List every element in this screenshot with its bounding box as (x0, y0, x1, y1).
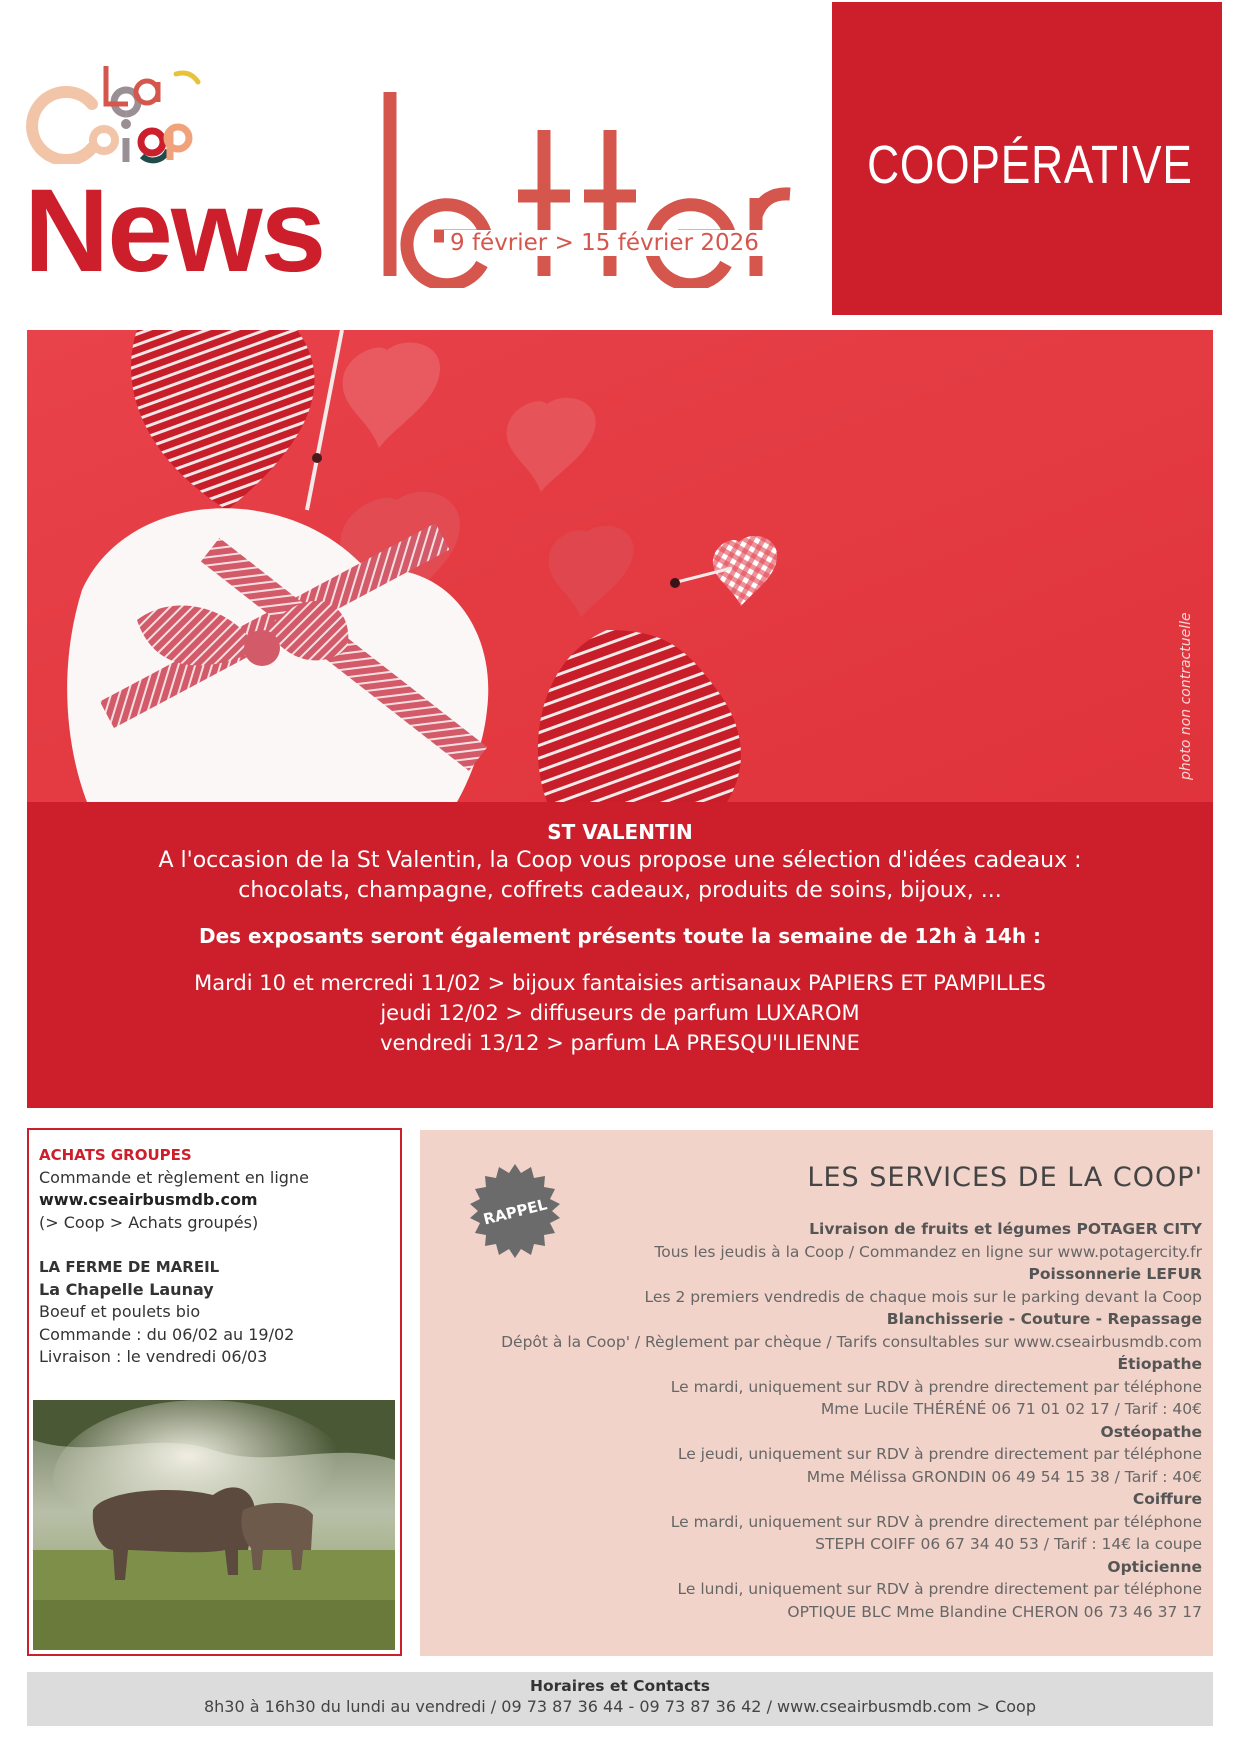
group-purchases-heading: ACHATS GROUPES (39, 1146, 192, 1164)
service-detail: Les 2 premiers vendredis de chaque mois sur le parking devant la Coop (644, 1287, 1202, 1306)
cooperative-label: COOPÉRATIVE (867, 135, 1193, 195)
footer-contacts (27, 1672, 1213, 1726)
exhibitor-item: jeudi 12/02 > diffuseurs de parfum LUXAROM (380, 1001, 860, 1025)
date-range: 9 février > 15 février 2026 (444, 230, 765, 256)
service-detail: Dépôt à la Coop' / Règlement par chèque / Tarifs consultables sur www.cseairbusmdb.com (501, 1332, 1202, 1351)
service-name: Coiffure (1132, 1490, 1202, 1508)
services-list (442, 1218, 1202, 1623)
exhibitors-list (27, 968, 1213, 1058)
service-name: Étiopathe (1117, 1355, 1202, 1373)
service-name: Blanchisserie - Couture - Repassage (886, 1310, 1202, 1328)
farm-line: Commande : du 06/02 au 19/02 (39, 1324, 295, 1344)
services-title: LES SERVICES DE LA COOP' (807, 1162, 1203, 1193)
valentine-section (27, 802, 1213, 1108)
service-name: Opticienne (1107, 1557, 1202, 1576)
service-detail: Le jeudi, uniquement sur RDV à prendre directement par téléphone (677, 1445, 1202, 1463)
service-contact: Mme Mélissa GRONDIN 06 49 54 15 38 / Tarif : 40€ (806, 1467, 1202, 1486)
cooperative-banner (832, 2, 1222, 315)
cattle-photo (33, 1400, 395, 1650)
rappel-badge-label: RAPPEL (481, 1195, 549, 1229)
service-item (442, 1421, 1202, 1489)
exhibitor-item: vendredi 13/12 > parfum LA PRESQU'ILIENNE (380, 1031, 860, 1055)
service-item (442, 1353, 1202, 1421)
valentine-intro (87, 846, 1153, 906)
valentine-intro-line: chocolats, champagne, coffrets cadeaux, produits de soins, bijoux, ... (238, 878, 1002, 903)
valentine-hero-photo (27, 330, 1213, 802)
service-name: Ostéopathe (1100, 1422, 1202, 1441)
group-purchases-path: (> Coop > Achats groupés) (39, 1212, 259, 1232)
farm-line: Livraison : le vendredi 06/03 (39, 1347, 268, 1366)
service-contact: Mme Lucile THÉRÉNÉ 06 71 01 02 17 / Tarif : 40€ (820, 1400, 1202, 1418)
service-detail: Le mardi, uniquement sur RDV à prendre directement par téléphone (670, 1377, 1202, 1396)
farm-place: La Chapelle Launay (39, 1279, 214, 1299)
service-item (442, 1218, 1202, 1263)
service-item (442, 1263, 1202, 1308)
valentine-intro-line: A l'occasion de la St Valentin, la Coop vous propose une sélection d'idées cadeaux : (158, 848, 1082, 873)
service-item (442, 1308, 1202, 1353)
service-name: Poissonnerie LEFUR (1028, 1265, 1202, 1283)
coop-logo (26, 52, 206, 164)
service-item (442, 1488, 1202, 1556)
service-item (442, 1556, 1202, 1624)
footer-title: Horaires et Contacts (530, 1677, 710, 1695)
group-purchases-box (27, 1128, 402, 1656)
group-purchases-link[interactable]: www.cseairbusmdb.com (39, 1190, 258, 1209)
farm-line: Boeuf et poulets bio (39, 1302, 201, 1321)
title-news: News (24, 165, 325, 297)
exhibitor-item: Mardi 10 et mercredi 11/02 > bijoux fantaisies artisanaux PAPIERS ET PAMPILLES (194, 971, 1046, 995)
exhibitors-heading: Des exposants seront également présents toute la semaine de 12h à 14h : (198, 924, 1042, 948)
photo-disclaimer: photo non contractuelle (1178, 612, 1194, 780)
service-contact: STEPH COIFF 06 67 34 40 53 / Tarif : 14€ la coupe (815, 1535, 1202, 1553)
service-detail: Le lundi, uniquement sur RDV à prendre directement par téléphone (677, 1580, 1202, 1598)
service-name: Livraison de fruits et légumes POTAGER CITY (809, 1220, 1202, 1238)
service-detail: Le mardi, uniquement sur RDV à prendre directement par téléphone (670, 1512, 1202, 1531)
service-contact: OPTIQUE BLC Mme Blandine CHERON 06 73 46 37 17 (787, 1602, 1202, 1621)
group-purchases-line: Commande et règlement en ligne (39, 1167, 309, 1187)
valentine-title: ST VALENTIN (547, 820, 693, 844)
title-letter-graphic (358, 88, 798, 288)
service-detail: Tous les jeudis à la Coop / Commandez en ligne sur www.potagercity.fr (654, 1242, 1202, 1261)
footer-text: 8h30 à 16h30 du lundi au vendredi / 09 73 87 36 44 - 09 73 87 36 42 / www.cseairbusmdb.com > Coop (203, 1697, 1036, 1716)
services-box (420, 1130, 1213, 1656)
farm-heading: LA FERME DE MAREIL (39, 1258, 220, 1276)
